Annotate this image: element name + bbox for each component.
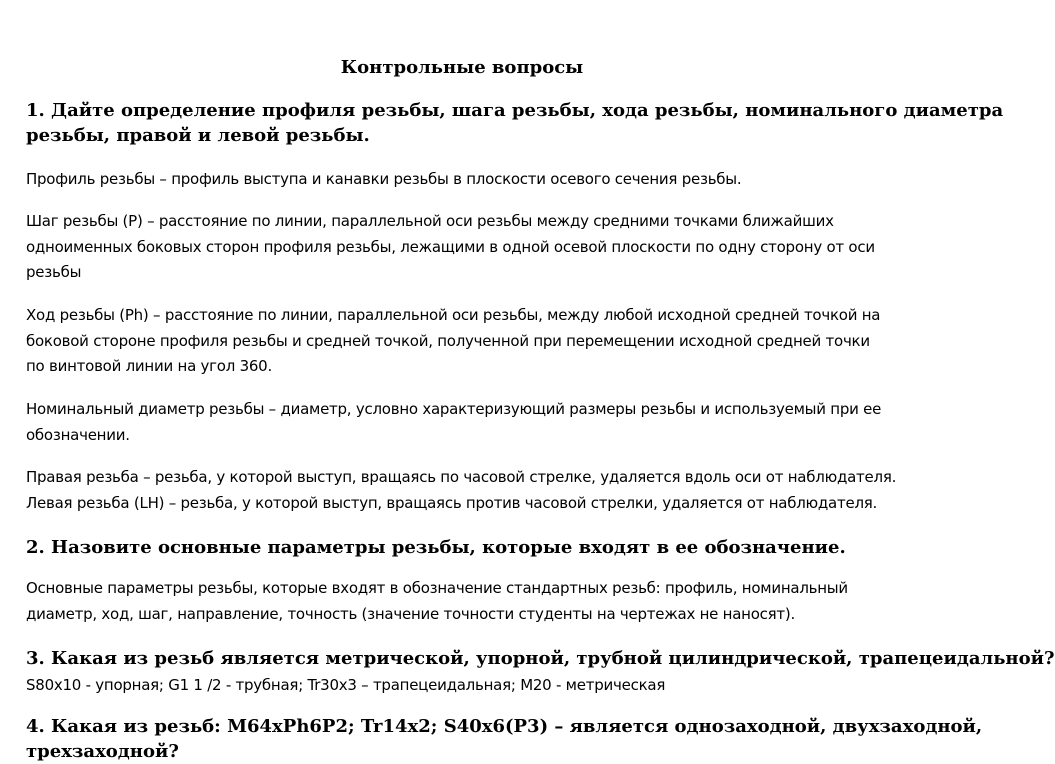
answer-thread-hand	[26, 465, 896, 516]
question-1-line-2: резьбы, правой и левой резьбы.	[26, 125, 370, 146]
question-4-line-2: трехзаходной?	[26, 741, 179, 762]
answer-2	[26, 576, 848, 627]
answer-thread-lead-line-2: боковой стороне профиля резьбы и средней точкой, полученной при перемещении исходной средней точки	[26, 331, 870, 350]
answer-thread-lead-line-1: Ход резьбы (Ph) – расстояние по линии, параллельной оси резьбы, между любой исходной средней точкой на	[26, 306, 881, 324]
question-3-heading	[26, 646, 1055, 671]
answer-2-line-1: Основные параметры резьбы, которые входят в обозначение стандартных резьб: профиль, номинальный	[26, 579, 848, 597]
answer-thread-profile	[26, 167, 741, 193]
answer-thread-pitch-line-2: одноименных боковых сторон профиля резьбы, лежащими в одной осевой плоскости по одну сторону от оси	[26, 237, 875, 256]
answer-thread-profile-text: Профиль резьбы – профиль выступа и канавки резьбы в плоскости осевого сечения резьбы.	[26, 170, 742, 188]
answer-2-line-2: диаметр, ход, шаг, направление, точность (значение точности студенты на чертежах не наносят).	[26, 604, 796, 623]
answer-thread-lead-line-3: по винтовой линии на угол 360.	[26, 357, 272, 375]
question-2-text: 2. Назовите основные параметры резьбы, которые входят в ее обозначение.	[26, 537, 846, 558]
answer-right-hand-thread: Правая резьба – резьба, у которой выступ, вращаясь по часовой стрелке, удаляется вдоль оси от наблюдателя.	[26, 468, 897, 486]
question-4-heading	[26, 714, 982, 764]
answer-nominal-diameter	[26, 397, 881, 448]
question-2-heading	[26, 535, 846, 560]
answer-3	[26, 673, 665, 699]
answer-3-text: S80x10 - упорная; G1 1 /2 - трубная; Tr30x3 – трапецеидальная; M20 - метрическая	[26, 676, 666, 694]
answer-thread-pitch-line-1: Шаг резьбы (P) – расстояние по линии, параллельной оси резьбы между средними точками ближайших	[26, 212, 834, 230]
answer-nominal-diameter-line-1: Номинальный диаметр резьбы – диаметр, условно характеризующий размеры резьбы и используемый при ее	[26, 400, 882, 418]
answer-thread-pitch-line-3: резьбы	[26, 263, 82, 281]
answer-thread-pitch	[26, 209, 875, 286]
question-1-line-1: 1. Дайте определение профиля резьбы, шага резьбы, хода резьбы, номинального диаметра	[26, 100, 1004, 121]
question-3-text: 3. Какая из резьб является метрической, упорной, трубной цилиндрической, трапецеидальной?	[26, 648, 1055, 669]
answer-left-hand-thread: Левая резьба (LH) – резьба, у которой выступ, вращаясь против часовой стрелки, удаляется от наблюдателя.	[26, 493, 878, 512]
question-4-line-1: 4. Какая из резьб: M64xPh6P2; Tr14x2; S40x6(P3) – является однозаходной, двухзаходной,	[26, 716, 983, 737]
answer-thread-lead	[26, 303, 880, 380]
page-title: Контрольные вопросы	[340, 57, 584, 78]
question-1-heading	[26, 98, 1003, 148]
answer-nominal-diameter-line-2: обозначении.	[26, 425, 130, 444]
